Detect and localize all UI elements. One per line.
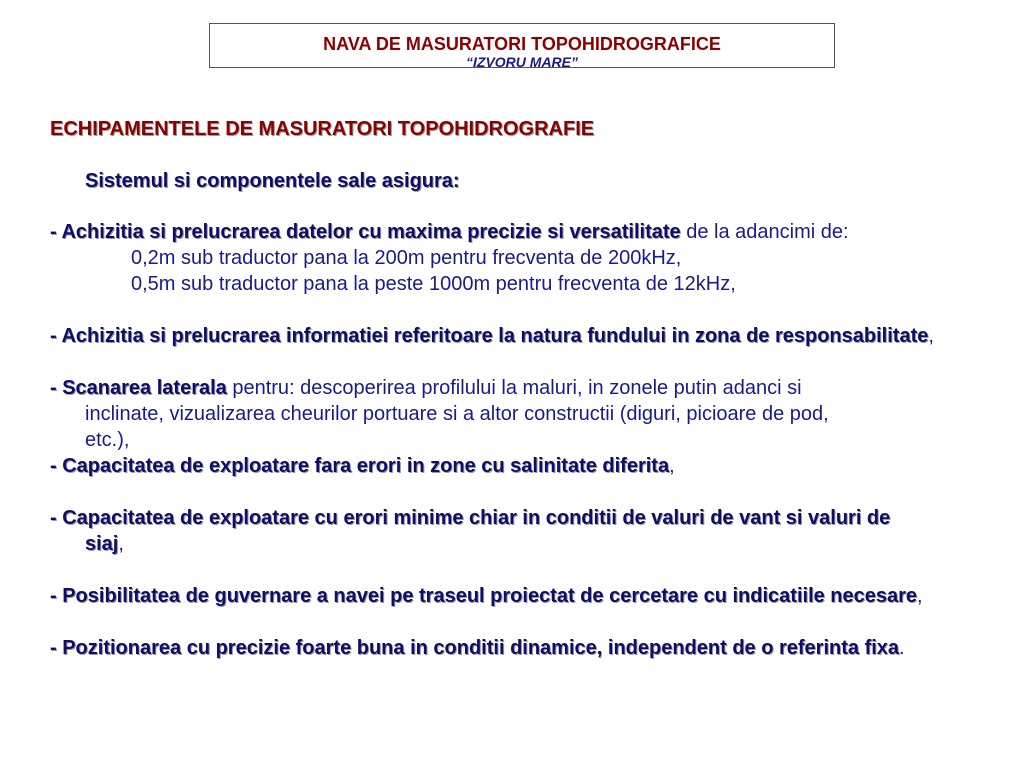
item-achizitie [50,219,849,245]
item-achizitie-bold: - Achizitia si prelucrarea datelor cu maxima precizie si versatilitate [50,221,681,243]
item-pozitionare [50,635,905,661]
title-box [209,23,835,68]
page-subtitle: “IZVORU MARE” [466,54,578,70]
item-guvernare [50,583,923,609]
item-natura-bold: - Achizitia si prelucrarea informatiei referitoare la natura fundului in zona de responsabilitate [50,325,929,347]
item-achizitie-rest: de la adancimi de: [680,221,849,243]
item-scanare [50,375,802,401]
item-salinitate-bold: - Capacitatea de exploatare fara erori in zone cu salinitate diferita [50,455,670,477]
item-valuri-line2 [85,531,124,557]
item-scanare-rest1: pentru: descoperirea profilului la maluri, in zonele putin adanci si [226,377,802,399]
item-natura-end: , [928,325,934,347]
item-guvernare-end: , [917,585,923,607]
item-pozitionare-bold: - Pozitionarea cu precizie foarte buna in conditii dinamice, independent de o referinta fixa [50,637,900,659]
item-salinitate [50,453,675,479]
item-scanare-bold: - Scanarea laterala [50,377,227,399]
item-pozitionare-end: . [899,637,905,659]
item-sub2: 0,5m sub traductor pana la peste 1000m pentru frecventa de 12kHz, [131,273,736,295]
section-heading: ECHIPAMENTELE DE MASURATORI TOPOHIDROGRAFIE [50,118,595,140]
item-valuri-bold2: siaj [85,533,119,555]
item-salinitate-end: , [669,455,675,477]
item-sub1: 0,2m sub traductor pana la 200m pentru frecventa de 200kHz, [131,247,682,269]
item-valuri-line1: - Capacitatea de exploatare cu erori minime chiar in conditii de valuri de vant si valuri de [50,507,891,529]
item-natura [50,323,934,349]
item-guvernare-bold: - Posibilitatea de guvernare a navei pe traseul proiectat de cercetare cu indicatiile necesare [50,585,918,607]
page-title: NAVA DE MASURATORI TOPOHIDROGRAFICE [323,34,721,54]
item-valuri-end: , [118,533,124,555]
item-scanare-line3: etc.), [85,429,130,451]
item-scanare-line2: inclinate, vizualizarea cheurilor portuare si a altor constructii (diguri, picioare de pod, [85,403,829,425]
intro-line: Sistemul si componentele sale asigura: [85,170,460,192]
